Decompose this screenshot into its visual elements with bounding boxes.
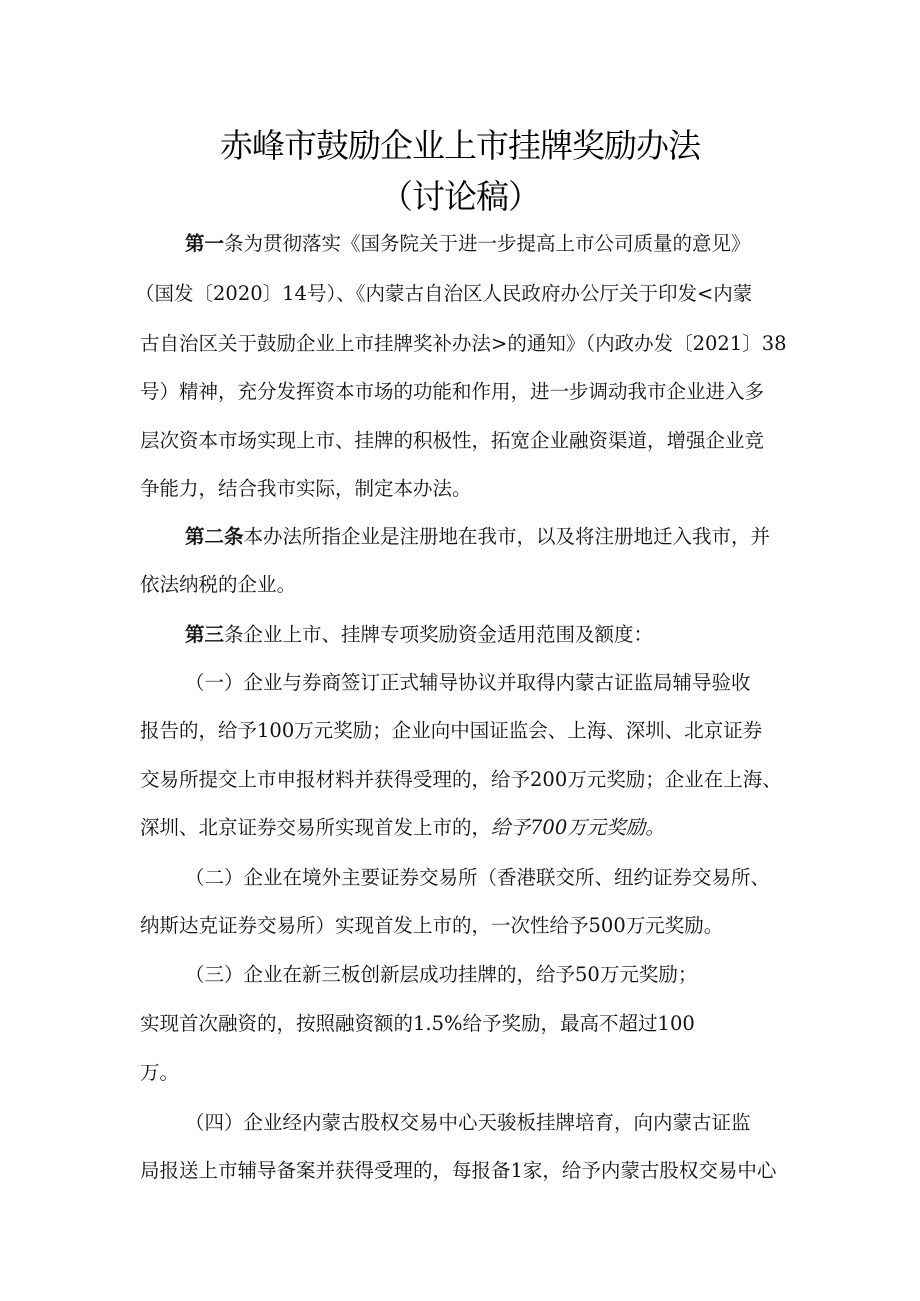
article-1-line-5: 层次资本市场实现上市、挂牌的积极性，拓宽企业融资渠道，增强企业竞 (140, 429, 765, 452)
item-1-line-2: 报告的，给予100万元奖励；企业向中国证监会、上海、深圳、北京证券 (140, 719, 763, 742)
emphasis-text: 给予700万元奖励。 (491, 816, 665, 839)
item-1-line-3: 交易所提交上市申报材料并获得受理的，给予200万元奖励；企业在上海、 (140, 768, 782, 791)
item-4-line-1: （四）企业经内蒙古股权交易中心天骏板挂牌培育，向内蒙古证监 (185, 1111, 751, 1134)
article-2-line-1: 第二条本办法所指企业是注册地在我市，以及将注册地迁入我市，并 (185, 525, 771, 548)
article-2-line-2: 依法纳税的企业。 (140, 573, 297, 596)
item-3-line-1: （三）企业在新三板创新层成功挂牌的，给予50万元奖励； (185, 963, 698, 986)
item-3-line-3: 万。 (140, 1061, 180, 1084)
item-3-line-2: 实现首次融资的，按照融资额的1.5%给予奖励，最高不超过100 (140, 1012, 695, 1035)
article-3-label: 第三 (185, 623, 225, 646)
article-1-label: 第一 (185, 232, 225, 255)
item-4-line-2: 局报送上市辅导备案并获得受理的，每报备1家，给予内蒙古股权交易中心 (140, 1159, 777, 1182)
article-1-line-3: 古自治区关于鼓励企业上市挂牌奖补办法>的通知》（内政办发〔2021〕38 (140, 332, 787, 355)
item-2-line-2: 纳斯达克证券交易所）实现首发上市的，一次性给予500万元奖励。 (140, 914, 724, 937)
item-1-line-1: （一）企业与券商签订正式辅导协议并取得内蒙古证监局辅导验收 (185, 671, 751, 694)
article-1-line-6: 争能力，结合我市实际，制定本办法。 (140, 477, 472, 500)
article-3-line-1: 第三条企业上市、挂牌专项奖励资金适用范围及额度： (185, 623, 654, 646)
item-1-line-4: 深圳、北京证券交易所实现首发上市的，给予700万元奖励。 (140, 816, 665, 839)
document-title: 赤峰市鼓励企业上市挂牌奖励办法 (220, 126, 700, 165)
document-subtitle: （讨论稿） (380, 177, 540, 216)
article-1-line-1: 第一条为贯彻落实《国务院关于进一步提高上市公司质量的意见》 (185, 232, 751, 255)
item-2-line-1: （二）企业在境外主要证券交易所（香港联交所、纽约证券交易所、 (185, 866, 771, 889)
article-1-line-2: （国发〔2020〕14号）、《内蒙古自治区人民政府办公厅关于印发<内蒙 (135, 282, 753, 305)
article-2-label: 第二条 (185, 525, 244, 548)
article-1-line-4: 号）精神，充分发挥资本市场的功能和作用，进一步调动我市企业进入多 (140, 380, 765, 403)
